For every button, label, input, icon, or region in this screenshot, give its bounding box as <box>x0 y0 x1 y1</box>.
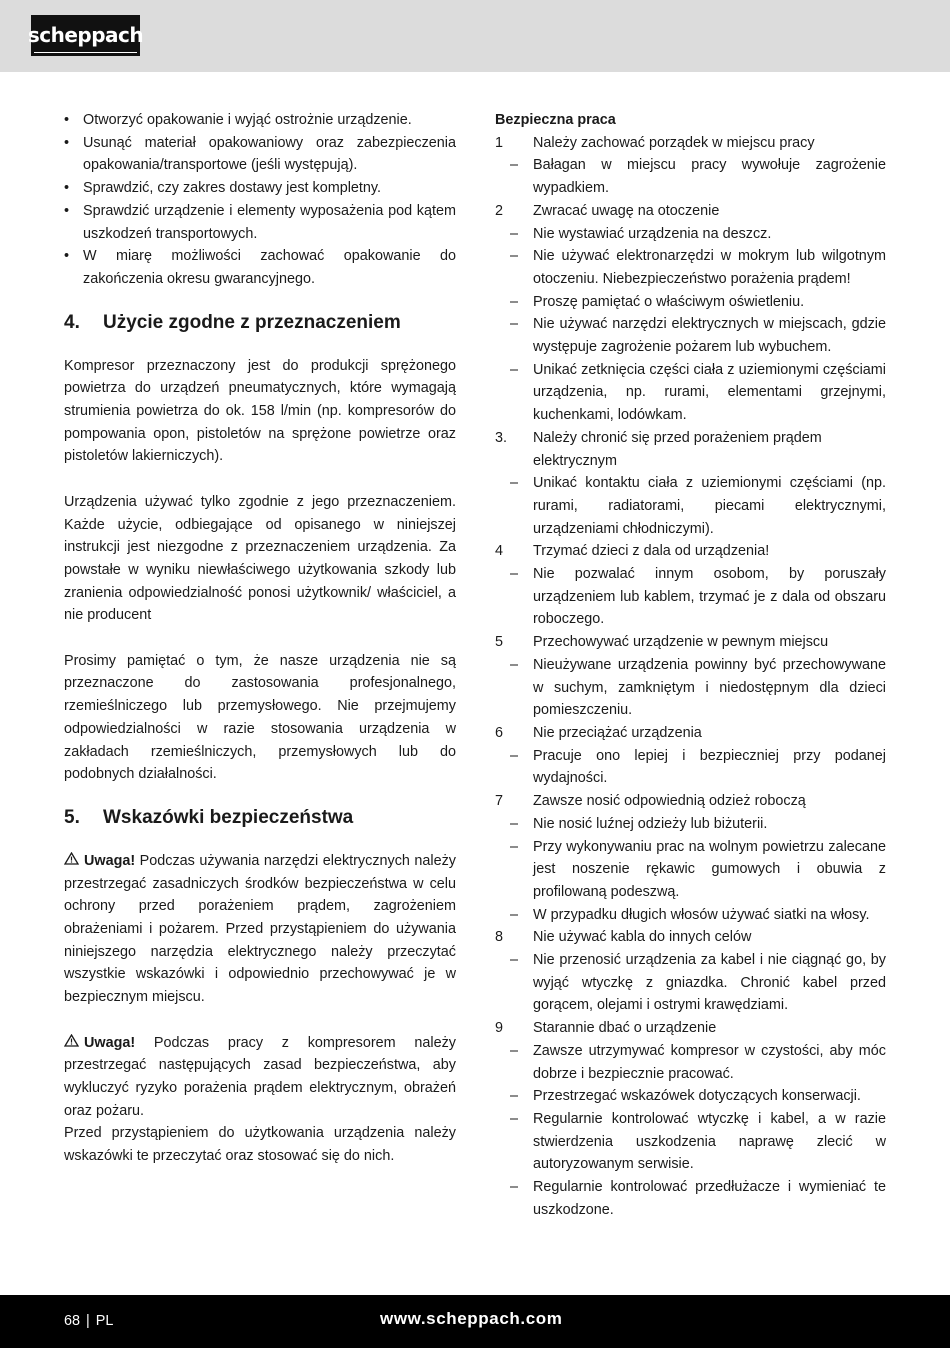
dash-marker: – <box>509 1179 518 1196</box>
unpacking-list <box>64 109 456 291</box>
rule-number: 8 <box>495 929 504 946</box>
warning-text: Podczas pracy z kompresorem należy przestrzegać następujących zasad bezpieczeństwa, aby wykluczyć ryzyko porażenia prądem elektrycznym, obrażeń oraz pożaru. <box>64 1034 456 1119</box>
rule-title: Starannie dbać o urządzenie <box>533 1020 717 1037</box>
rule-heading <box>495 427 886 472</box>
left-column <box>64 109 456 1168</box>
item-text: Bałagan w miejscu pracy wywołuje zagrożenie wypadkiem. <box>533 157 886 197</box>
list-item <box>495 472 886 540</box>
rule-number: 1 <box>495 134 504 151</box>
list-item: • Otworzyć opakowanie i wyjąć ostrożnie urządzenie. <box>64 109 456 132</box>
section-number: 4. <box>64 311 80 333</box>
list-item <box>495 1085 886 1108</box>
list-item <box>495 904 886 927</box>
dash-marker: – <box>509 838 518 855</box>
rule-title: Należy chronić się przed porażeniem prądem elektrycznym <box>533 429 822 469</box>
list-item <box>495 1176 886 1221</box>
rule-title: Zawsze nosić odpowiednią odzież roboczą <box>533 793 806 810</box>
rule-heading <box>495 790 886 813</box>
rule-title: Nie używać kabla do innych celów <box>533 929 752 946</box>
paragraph: Prosimy pamiętać o tym, że nasze urządzenia nie są przeznaczone do zastosowania profesjonalnego, rzemieślniczego lub przemysłowego. Nie przejmujemy odpowiedzialności w razie stosowania urządzenia w zakładach rzemieślniczych, przemysłowych lub do podobnych działalności. <box>64 652 456 783</box>
list-item <box>495 1040 886 1085</box>
paragraph: Kompresor przeznaczony jest do produkcji sprężonego powietrza do urządzeń pneumatycznych, które wymagają strumienia powietrza do ok. 158 l/min (np. kompresorów do pompowania opon, pistoletów na sprężone powietrze oraz pistoletów lakierniczych). <box>64 357 456 465</box>
dash-marker: – <box>509 225 518 242</box>
item-text: Nie używać narzędzi elektrycznych w miejscach, gdzie występuje zagrożenie pożarem lub wybuchem. <box>533 316 886 356</box>
section-number: 5. <box>64 806 80 828</box>
item-text: Przy wykonywaniu prac na wolnym powietrzu zalecane jest noszenie rękawic gumowych i obuwia z profilowaną podeszwą. <box>533 838 886 900</box>
page-number: 68 <box>64 1313 81 1329</box>
dash-marker: – <box>509 815 518 832</box>
rule-number: 9 <box>495 1020 504 1037</box>
warning-triangle-icon <box>64 850 79 873</box>
list-item <box>495 313 886 358</box>
rule-heading <box>495 540 886 563</box>
list-item: • Sprawdzić, czy zakres dostawy jest kompletny. <box>64 177 456 200</box>
subsection-heading: Bezpieczna praca <box>495 112 616 128</box>
dash-marker: – <box>509 1110 518 1127</box>
safety-rules-list <box>495 132 886 1222</box>
rule-heading <box>495 722 886 745</box>
rule-heading <box>495 200 886 223</box>
warning-label: Uwaga! <box>84 1034 136 1051</box>
warning-triangle-icon <box>64 1032 79 1055</box>
warning-text: Podczas używania narzędzi elektrycznych należy przestrzegać zasadniczych środków bezpieczeństwa w celu ochrony przed porażeniem prądem, zagrożeniem obrażeniami i pożarem. Przed przystąpieniem do używania niniejszego narzędzia elektrycznego należy przeczytać wszystkie wskazówki i odpowiednio przechowywać je w bezpiecznym miejscu. <box>64 852 456 1006</box>
rule-number: 3. <box>495 429 508 446</box>
dash-marker: – <box>509 566 518 583</box>
warning-paragraph <box>64 850 456 1009</box>
warning-label: Uwaga! <box>84 852 136 869</box>
list-item <box>495 223 886 246</box>
section-title: Wskazówki bezpieczeństwa <box>103 806 354 828</box>
paragraph: Urządzenia używać tylko zgodnie z jego przeznaczeniem. Każde użycie, odbiegające od opisanego w niniejszej instrukcji jest niezgodne z przeznaczeniem urządzenia. Za powstałe w wyniku niewłaściwego użytkowania szkody lub zranienia odpowiedzialność ponosi użytkownik/ właściciel, a nie producent <box>64 493 456 624</box>
header-band <box>0 0 950 72</box>
separator: | <box>86 1313 90 1329</box>
rule-title: Należy zachować porządek w miejscu pracy <box>533 134 815 151</box>
item-text: Nie przenosić urządzenia za kabel i nie ciągnąć go, by wyjąć wtyczkę z gniazdka. Chronić kabel przed gorącem, olejami i ostrymi krawędziami. <box>533 952 886 1014</box>
item-text: Nie nosić luźnej odzieży lub biżuterii. <box>533 815 768 832</box>
list-item: • W miarę możliwości zachować opakowanie do zakończenia okresu gwarancyjnego. <box>64 245 456 290</box>
paragraph: Przed przystąpieniem do użytkowania urządzenia należy wskazówki te przeczytać oraz stosować się do nich. <box>64 1125 456 1165</box>
rule-heading <box>495 631 886 654</box>
list-item <box>495 813 886 836</box>
list-item <box>495 745 886 790</box>
item-text: Zawsze utrzymywać kompresor w czystości, aby móc dobrze i bezpiecznie pracować. <box>533 1042 886 1082</box>
section-title: Użycie zgodne z przeznaczeniem <box>103 311 401 333</box>
rule-number: 6 <box>495 724 504 741</box>
rule-number: 7 <box>495 793 504 810</box>
list-item <box>495 836 886 904</box>
item-text: Przestrzegać wskazówek dotyczących konserwacji. <box>533 1088 861 1105</box>
dash-marker: – <box>509 1042 518 1059</box>
item-text: Regularnie kontrolować przedłużacze i wymieniać te uszkodzone. <box>533 1179 886 1218</box>
rule-heading <box>495 132 886 155</box>
dash-marker: – <box>509 1088 518 1105</box>
rule-title: Zwracać uwagę na otoczenie <box>533 202 720 219</box>
list-item <box>495 654 886 722</box>
list-item <box>495 1108 886 1176</box>
dash-marker: – <box>509 248 518 265</box>
rule-number: 5 <box>495 634 504 651</box>
dash-marker: – <box>509 293 518 310</box>
item-text: Pracuje ono lepiej i bezpieczniej przy podanej wydajności. <box>533 747 886 787</box>
dash-marker: – <box>509 157 518 174</box>
rule-title: Przechowywać urządzenie w pewnym miejscu <box>533 634 829 651</box>
item-text: Nie pozwalać innym osobom, by poruszały urządzeniem lub kablem, trzymać je z dala od obszaru roboczego. <box>533 566 886 628</box>
item-text: Unikać kontaktu ciała z uziemionymi częściami (np. rurami, radiatorami, piecami elektrycznymi, urządzeniami chłodniczymi). <box>533 475 886 537</box>
rule-heading <box>495 926 886 949</box>
section-5-heading <box>64 805 456 831</box>
list-item <box>495 154 886 199</box>
footer <box>0 1295 950 1348</box>
right-column <box>495 109 886 1221</box>
rule-number: 4 <box>495 543 504 560</box>
scheppach-logo: scheppach <box>31 15 140 56</box>
dash-marker: – <box>509 475 518 492</box>
list-item <box>495 359 886 427</box>
page-info <box>64 1310 113 1333</box>
website-url: www.scheppach.com <box>380 1309 563 1328</box>
section-4-heading <box>64 310 456 336</box>
language-code: PL <box>95 1313 114 1329</box>
dash-marker: – <box>509 747 518 764</box>
rule-title: Nie przeciążać urządzenia <box>533 724 702 741</box>
list-item <box>495 245 886 290</box>
item-text: Nieużywane urządzenia powinny być przechowywane w suchym, zamkniętym i niedostępnym dla dzieci pomieszczeniu. <box>533 656 886 719</box>
rule-title: Trzymać dzieci z dala od urządzenia! <box>533 543 770 560</box>
dash-marker: – <box>509 906 518 923</box>
rule-number: 2 <box>495 202 504 219</box>
list-item <box>495 563 886 631</box>
item-text: W przypadku długich włosów używać siatki na włosy. <box>533 906 870 923</box>
list-item: • Sprawdzić urządzenie i elementy wyposażenia pod kątem uszkodzeń transportowych. <box>64 200 456 245</box>
list-item: • Usunąć materiał opakowaniowy oraz zabezpieczenia opakowania/transportowe (jeśli występują). <box>64 132 456 177</box>
rule-heading <box>495 1017 886 1040</box>
item-text: Unikać zetknięcia części ciała z uziemionymi częściami urządzenia, np. rurami, elementami grzejnymi, kuchenkami, lodówkam. <box>533 361 886 424</box>
item-text: Nie używać elektronarzędzi w mokrym lub wilgotnym otoczeniu. Niebezpieczeństwo porażenia prądem! <box>533 248 886 287</box>
item-text: Proszę pamiętać o właściwym oświetleniu. <box>533 293 805 310</box>
dash-marker: – <box>509 952 518 969</box>
list-item <box>495 291 886 314</box>
item-text: Regularnie kontrolować wtyczkę i kabel, a w razie stwierdzenia uszkodzenia naprawę zlecić w autoryzowanym serwisie. <box>533 1110 886 1173</box>
dash-marker: – <box>509 656 518 673</box>
list-item <box>495 949 886 1017</box>
dash-marker: – <box>509 361 518 378</box>
dash-marker: – <box>509 316 518 333</box>
warning-paragraph <box>64 1032 456 1123</box>
item-text: Nie wystawiać urządzenia na deszcz. <box>533 225 772 242</box>
